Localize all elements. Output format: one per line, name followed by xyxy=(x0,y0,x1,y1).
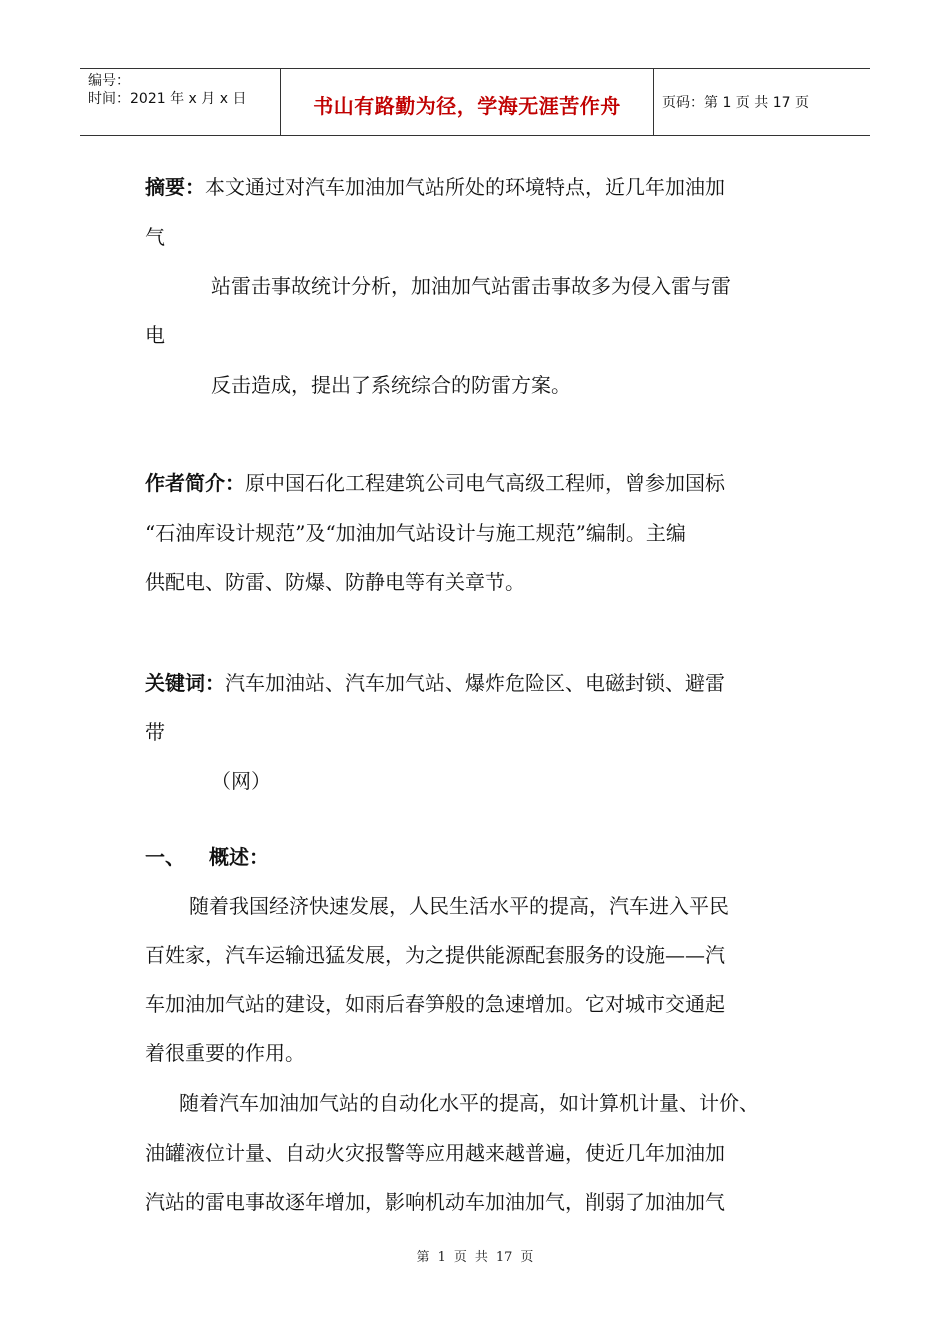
abstract-line-5: 反击造成，提出了系统综合的防雷方案。 xyxy=(211,373,571,397)
footer-total-pages: 17 xyxy=(495,1250,513,1265)
footer-ye-2: 页 xyxy=(520,1250,534,1265)
section-heading xyxy=(145,842,269,872)
keywords-line-3: （网） xyxy=(211,769,271,793)
page-label: 页码： xyxy=(662,95,704,111)
document-header xyxy=(80,68,870,136)
abstract-line-4: 电 xyxy=(145,323,165,347)
number-label: 编号： xyxy=(88,73,130,89)
footer-page-number: 1 xyxy=(437,1250,446,1265)
time-line xyxy=(88,90,280,108)
section-title: 概述： xyxy=(209,845,269,869)
author-line-1 xyxy=(145,468,725,498)
abstract-line-3: 站雷击事故统计分析，加油加气站雷击事故多为侵入雷与雷 xyxy=(211,274,731,298)
author-label: 作者简介： xyxy=(145,471,245,495)
author-line-3: 供配电、防雷、防爆、防静电等有关章节。 xyxy=(145,570,525,594)
abstract-line-2: 气 xyxy=(145,225,165,249)
header-page-cell xyxy=(654,69,870,135)
author-text-1: 原中国石化工程建筑公司电气高级工程师，曾参加国标 xyxy=(245,471,725,495)
author-line-2: “石油库设计规范”及“加油加气站设计与施工规范”编制。主编 xyxy=(145,521,686,545)
page-info: 第 1 页 共 17 页 xyxy=(704,95,809,111)
header-meta xyxy=(80,69,281,135)
para1-line-1: 随着我国经济快速发展，人民生活水平的提高，汽车进入平民 xyxy=(189,894,729,918)
keywords-line-2: 带 xyxy=(145,720,165,744)
footer-gong: 共 xyxy=(474,1250,488,1265)
para1-line-3: 车加油加气站的建设，如雨后春笋般的急速增加。它对城市交通起 xyxy=(145,992,725,1016)
date-value: 2021 年 x 月 x 日 xyxy=(130,91,247,107)
para1-line-2: 百姓家，汽车运输迅猛发展，为之提供能源配套服务的设施——汽 xyxy=(145,943,725,967)
motto: 书山有路勤为径，学海无涯苦作舟 xyxy=(313,93,621,118)
para1-line-4: 着很重要的作用。 xyxy=(145,1041,305,1065)
para2-line-2: 油罐液位计量、自动火灾报警等应用越来越普遍，使近几年加油加 xyxy=(145,1141,725,1165)
footer-di: 第 xyxy=(416,1250,430,1265)
footer-ye: 页 xyxy=(453,1250,467,1265)
section-number: 一、 xyxy=(145,845,185,869)
keywords-text-1: 汽车加油站、汽车加气站、爆炸危险区、电磁封锁、避雷 xyxy=(225,671,725,695)
abstract-line-1 xyxy=(145,172,725,202)
keywords-label: 关键词： xyxy=(145,671,225,695)
keywords-line-1 xyxy=(145,668,725,698)
para2-line-3: 汽站的雷电事故逐年增加，影响机动车加油加气，削弱了加油加气 xyxy=(145,1190,725,1214)
abstract-text-1: 本文通过对汽车加油加气站所处的环境特点，近几年加油加 xyxy=(205,175,725,199)
header-motto-cell xyxy=(281,69,654,135)
time-label: 时间： xyxy=(88,91,130,107)
page-footer xyxy=(0,1246,950,1265)
abstract-label: 摘要： xyxy=(145,175,205,199)
para2-line-1: 随着汽车加油加气站的自动化水平的提高，如计算机计量、计价、 xyxy=(179,1091,759,1115)
